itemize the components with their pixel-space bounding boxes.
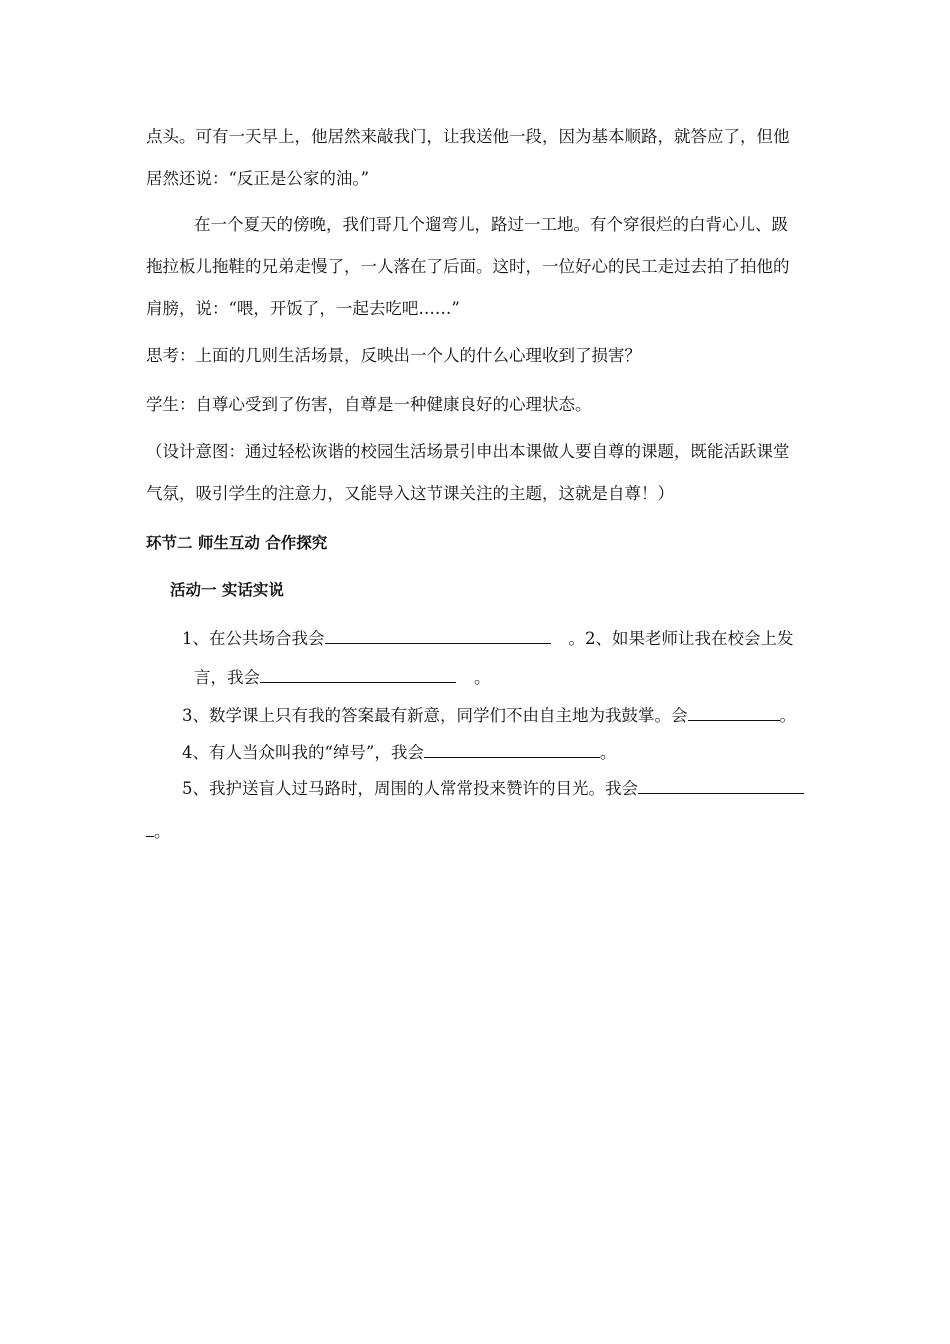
fill-blank[interactable] bbox=[325, 627, 551, 644]
item-text: 。 bbox=[599, 743, 617, 762]
fill-blank[interactable] bbox=[260, 666, 456, 683]
item-text: 3、数学课上只有我的答案最有新意，同学们不由自主地为我鼓掌。会 bbox=[182, 706, 688, 725]
fill-blank[interactable] bbox=[146, 820, 154, 837]
paragraph-line: 点头。可有一天早上，他居然来敲我门，让我送他一段，因为基本顺路，就答应了，但他 bbox=[146, 127, 790, 146]
paragraph-line: 拖拉板儿拖鞋的兄弟走慢了，一人落在了后面。这时，一位好心的民工走过去拍了拍他的 bbox=[146, 257, 790, 276]
item-text: 。 bbox=[474, 668, 491, 687]
design-intent-line: （设计意图：通过轻松诙谐的校园生活场景引申出本课做人要自尊的课题，既能活跃课堂 bbox=[146, 442, 790, 461]
list-item-continuation bbox=[146, 820, 171, 843]
list-item bbox=[182, 741, 616, 764]
design-intent-line: 气氛，吸引学生的注意力，又能导入这节课关注的主题，这就是自尊！） bbox=[146, 484, 674, 503]
list-item bbox=[182, 704, 796, 727]
item-text: 5、我护送盲人过马路时，周围的人常常投来赞许的目光。我会 bbox=[182, 779, 638, 798]
fill-blank[interactable] bbox=[424, 741, 600, 758]
item-text: 1、在公共场合我会 bbox=[182, 629, 325, 648]
paragraph-line: 肩膀，说：“喂，开饭了，一起去吃吧……” bbox=[146, 299, 460, 318]
paragraph-line: 居然还说：“反正是公家的油。” bbox=[146, 169, 370, 188]
item-text: 。 bbox=[154, 822, 171, 841]
fill-blank[interactable] bbox=[688, 704, 780, 721]
list-item bbox=[194, 666, 491, 689]
fill-blank[interactable] bbox=[638, 777, 804, 794]
section-heading: 环节二 师生互动 合作探究 bbox=[146, 534, 328, 552]
paragraph-line: 在一个夏天的傍晚，我们哥几个遛弯儿，路过一工地。有个穿很烂的白背心儿、趿 bbox=[194, 215, 788, 234]
student-answer: 学生：自尊心受到了伤害，自尊是一种健康良好的心理状态。 bbox=[146, 395, 592, 414]
list-item bbox=[182, 627, 794, 650]
item-text: 。 bbox=[779, 706, 796, 725]
think-question: 思考：上面的几则生活场景，反映出一个人的什么心理收到了损害？ bbox=[146, 346, 641, 365]
activity-heading: 活动一 实话实说 bbox=[170, 581, 284, 599]
list-item bbox=[182, 777, 804, 800]
item-text: 言，我会 bbox=[194, 668, 260, 687]
item-text: 4、有人当众叫我的“绰号”，我会 bbox=[182, 743, 424, 762]
item-text: 。2、如果老师让我在校会上发 bbox=[568, 629, 794, 648]
